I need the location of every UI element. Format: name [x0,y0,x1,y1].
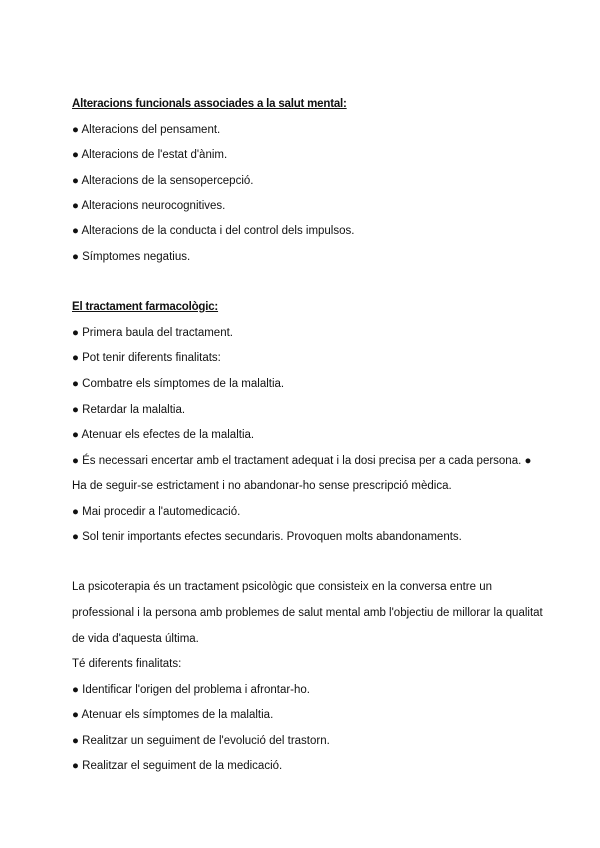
list-item: ● Realitzar el seguiment de la medicació. [72,760,283,772]
list-item: ● Realitzar un seguiment de l'evolució del trastorn. [72,735,330,747]
paragraph-line: professional i la persona amb problemes de salut mental amb l'objectiu de millorar la qualitat [72,607,543,619]
list-item: ● Alteracions de la sensopercepció. [72,175,254,187]
list-item: ● Combatre els símptomes de la malaltia. [72,378,285,390]
list-item: ● Alteracions neurocognitives. [72,200,226,212]
section-heading-alteracions: Alteracions funcionals associades a la salut mental: [72,98,347,110]
list-item: ● Atenuar els símptomes de la malaltia. [72,709,274,721]
subheading: Té diferents finalitats: [72,658,182,670]
list-item: ● Atenuar els efectes de la malaltia. [72,429,255,441]
list-item: ● Mai procedir a l'automedicació. [72,506,241,518]
list-item: ● Primera baula del tractament. [72,327,233,339]
paragraph-line: de vida d'aquesta última. [72,633,199,645]
list-item: ● Alteracions del pensament. [72,124,221,136]
list-item: ● Identificar l'origen del problema i afrontar-ho. [72,684,310,696]
list-item: ● Retardar la malaltia. [72,404,186,416]
list-item: ● Pot tenir diferents finalitats: [72,352,221,364]
list-item: ● Símptomes negatius. [72,251,191,263]
list-item: Ha de seguir-se estrictament i no abandonar-ho sense prescripció mèdica. [72,480,452,492]
list-item: ● És necessari encertar amb el tractament adequat i la dosi precisa per a cada persona. ● [72,455,532,467]
list-item: ● Sol tenir importants efectes secundaris. Provoquen molts abandonaments. [72,531,462,543]
list-item: ● Alteracions de la conducta i del control dels impulsos. [72,225,355,237]
paragraph-line: La psicoterapia és un tractament psicològic que consisteix en la conversa entre un [72,581,492,593]
section-heading-tractament: El tractament farmacològic: [72,301,219,313]
list-item: ● Alteracions de l'estat d'ànim. [72,149,228,161]
